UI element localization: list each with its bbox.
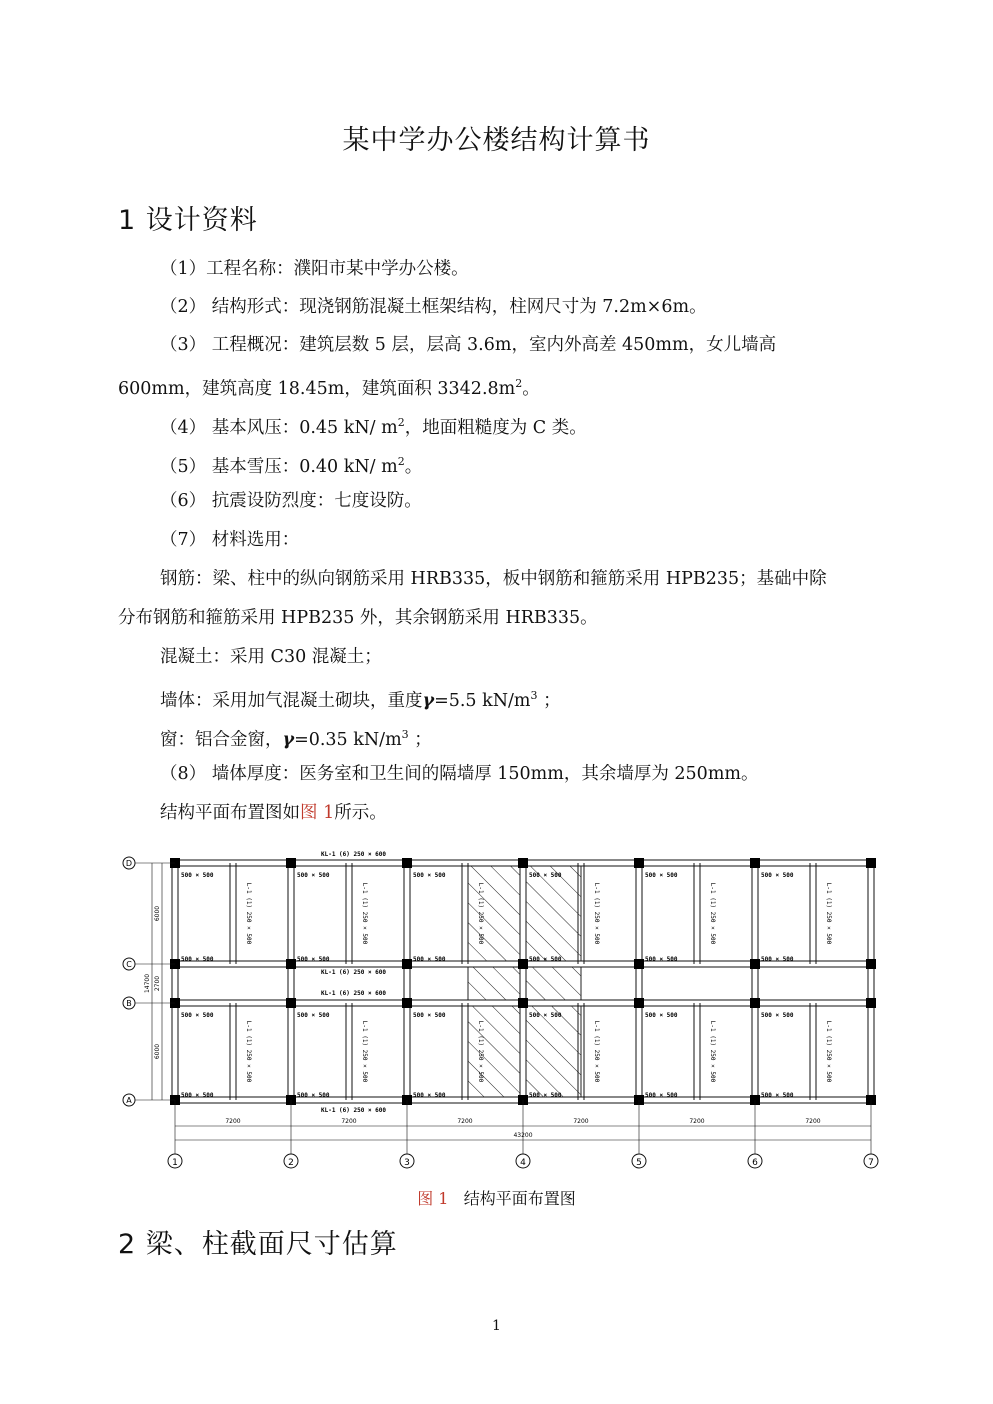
- punct: 。: [404, 456, 423, 477]
- secondary-beam-label: L-1 (1) 250 × 500: [245, 1020, 252, 1083]
- beam-label: KL-1 (6) 250 × 600: [321, 969, 387, 976]
- column: [866, 858, 876, 868]
- punct: ；: [537, 690, 561, 711]
- axis-label: 6: [752, 1158, 758, 1168]
- row-dimension: 2700: [154, 975, 161, 992]
- row-dimension: 6000: [154, 1043, 161, 1060]
- item-3-line1: （3） 工程概况：建筑层数 5 层，层高 3.6m，室内外高差 450mm，女儿墙高: [160, 335, 777, 355]
- axis-label: C: [126, 960, 132, 969]
- column: [286, 959, 296, 969]
- column: [750, 959, 760, 969]
- span-dimension: 7200: [341, 1118, 357, 1125]
- ref-text: 结构平面布置图如: [160, 803, 300, 823]
- item-2: （2） 结构形式：现浇钢筋混凝土框架结构，柱网尺寸为 7.2m×6m。: [160, 297, 707, 317]
- span-dimension: 7200: [805, 1118, 821, 1125]
- column: [866, 959, 876, 969]
- item-1: （1）工程名称：濮阳市某中学办公楼。: [160, 259, 469, 279]
- column-label: 500 × 500: [413, 1012, 446, 1019]
- column: [750, 858, 760, 868]
- window-line: [160, 716, 936, 759]
- hatched-bay: [526, 866, 581, 961]
- item-6: （6） 抗震设防烈度：七度设防。: [160, 491, 422, 511]
- beam-label: KL-1 (6) 250 × 600: [321, 990, 387, 997]
- side-total-dimension: 14700: [144, 973, 151, 994]
- span-dimension: 7200: [457, 1118, 473, 1125]
- column: [402, 959, 412, 969]
- secondary-beam-label: L-1 (1) 250 × 500: [593, 882, 600, 945]
- column-label: 500 × 500: [297, 956, 330, 963]
- axis-label: 2: [288, 1158, 294, 1168]
- column: [518, 998, 528, 1008]
- span-dimension: 7200: [573, 1118, 589, 1125]
- column-label: 500 × 500: [761, 1092, 794, 1099]
- column: [402, 998, 412, 1008]
- beam-label: KL-1 (6) 250 × 600: [321, 851, 387, 858]
- hatched-bay: [468, 866, 520, 961]
- column-label: 500 × 500: [529, 1012, 562, 1019]
- column-label: 500 × 500: [413, 872, 446, 879]
- superscript: 3: [530, 689, 538, 702]
- column-label: 500 × 500: [181, 1012, 214, 1019]
- punct: ；: [408, 729, 432, 750]
- column-label: 500 × 500: [297, 1012, 330, 1019]
- column: [518, 959, 528, 969]
- column: [866, 998, 876, 1008]
- secondary-beam-label: L-1 (1) 250 × 500: [361, 1020, 368, 1083]
- column-label: 500 × 500: [529, 956, 562, 963]
- gamma-symbol: γ: [422, 690, 435, 711]
- superscript: 2: [397, 416, 405, 429]
- secondary-beam-label: L-1 (1) 250 × 500: [593, 1020, 600, 1083]
- steel-line2: 分布钢筋和箍筋采用 HPB235 外，其余钢筋采用 HRB335。: [118, 608, 598, 628]
- axis-label: A: [126, 1096, 132, 1105]
- hatched-bay: [468, 1006, 520, 1097]
- secondary-beam-label: L-1 (1) 250 × 500: [825, 1020, 832, 1083]
- column-label: 500 × 500: [761, 956, 794, 963]
- column-label: 500 × 500: [529, 872, 562, 879]
- item-3-text: 600mm，建筑高度 18.45m，建筑面积 3342.8m: [118, 378, 516, 399]
- item-7: （7） 材料选用：: [160, 530, 300, 550]
- caption-text: 结构平面布置图: [463, 1189, 576, 1208]
- column-label: 500 × 500: [645, 956, 678, 963]
- figure-caption: [0, 1186, 993, 1209]
- column: [402, 858, 412, 868]
- wall-value: =5.5 kN/m: [434, 690, 531, 711]
- structural-plan-figure: [116, 848, 896, 1178]
- column-label: 500 × 500: [645, 872, 678, 879]
- column-label: 500 × 500: [529, 1092, 562, 1099]
- axis-label: 1: [172, 1158, 178, 1168]
- column: [518, 858, 528, 868]
- axis-label: 7: [868, 1158, 874, 1168]
- figure-link[interactable]: 图 1: [300, 803, 335, 823]
- item-3-line2: [118, 365, 894, 408]
- secondary-beam-label: L-1 (1) 250 × 500: [709, 882, 716, 945]
- column-label: 500 × 500: [645, 1012, 678, 1019]
- axis-label: D: [125, 859, 133, 868]
- column-label: 500 × 500: [645, 1092, 678, 1099]
- column: [286, 858, 296, 868]
- column-label: 500 × 500: [181, 872, 214, 879]
- column-label: 500 × 500: [413, 1092, 446, 1099]
- figure-reference: [160, 794, 936, 832]
- column: [634, 959, 644, 969]
- section-heading-2: 2 梁、柱截面尺寸估算: [118, 1229, 398, 1260]
- column: [286, 998, 296, 1008]
- secondary-beam-label: L-1 (1) 250 × 500: [477, 882, 484, 945]
- row-dimension: 6000: [154, 905, 161, 922]
- column-label: 500 × 500: [181, 956, 214, 963]
- punct: 。: [522, 378, 540, 399]
- secondary-beam-label: L-1 (1) 250 × 500: [825, 882, 832, 945]
- concrete-line: 混凝土：采用 C30 混凝土；: [160, 647, 382, 667]
- gamma-symbol: γ: [282, 729, 295, 750]
- axis-label: 5: [636, 1158, 642, 1168]
- axis-label: B: [126, 999, 132, 1008]
- superscript: 2: [397, 455, 405, 468]
- item-4-end: ，地面粗糙度为 C 类。: [404, 417, 587, 438]
- item-5: [160, 443, 936, 486]
- hatched-bay: [526, 1006, 581, 1097]
- window-text: 窗：铝合金窗，: [160, 729, 283, 750]
- secondary-beam-label: L-1 (1) 250 × 500: [245, 882, 252, 945]
- span-dimension: 7200: [225, 1118, 241, 1125]
- column-label: 500 × 500: [297, 872, 330, 879]
- column-label: 500 × 500: [297, 1092, 330, 1099]
- column: [634, 998, 644, 1008]
- item-4: [160, 404, 936, 447]
- secondary-beam-label: L-1 (1) 250 × 500: [477, 1020, 484, 1083]
- column-label: 500 × 500: [761, 1012, 794, 1019]
- hatched-bay: [526, 967, 581, 1000]
- item-4-text: （4） 基本风压：0.45 kN/ m: [160, 417, 398, 438]
- column: [634, 858, 644, 868]
- item-5-text: （5） 基本雪压：0.40 kN/ m: [160, 456, 398, 477]
- column: [750, 998, 760, 1008]
- total-dimension: 43200: [513, 1132, 533, 1139]
- superscript: 2: [515, 377, 523, 390]
- secondary-beam-label: L-1 (1) 250 × 500: [361, 882, 368, 945]
- axis-label: 4: [520, 1158, 526, 1168]
- section-heading-1: 1 设计资料: [118, 205, 258, 236]
- caption-number: 图 1: [417, 1189, 449, 1208]
- span-dimension: 7200: [689, 1118, 705, 1125]
- wall-line: [160, 677, 936, 720]
- superscript: 3: [401, 728, 409, 741]
- window-value: =0.35 kN/m: [294, 729, 402, 750]
- document-title: 某中学办公楼结构计算书: [342, 125, 651, 156]
- axis-label: 3: [404, 1158, 410, 1168]
- item-8: （8） 墙体厚度：医务室和卫生间的隔墙厚 150mm，其余墙厚为 250mm。: [160, 764, 759, 784]
- ref-end: 所示。: [334, 803, 387, 823]
- beam-label: KL-1 (6) 250 × 600: [321, 1107, 387, 1114]
- column-label: 500 × 500: [413, 956, 446, 963]
- hatched-bay: [468, 967, 520, 1000]
- column-label: 500 × 500: [761, 872, 794, 879]
- column-label: 500 × 500: [181, 1092, 214, 1099]
- page-number: 1: [492, 1318, 501, 1334]
- secondary-beam-label: L-1 (1) 250 × 500: [709, 1020, 716, 1083]
- wall-text: 墙体：采用加气混凝土砌块，重度: [160, 690, 423, 711]
- steel-line1: 钢筋：梁、柱中的纵向钢筋采用 HRB335，板中钢筋和箍筋采用 HPB235；基础中除: [160, 569, 827, 589]
